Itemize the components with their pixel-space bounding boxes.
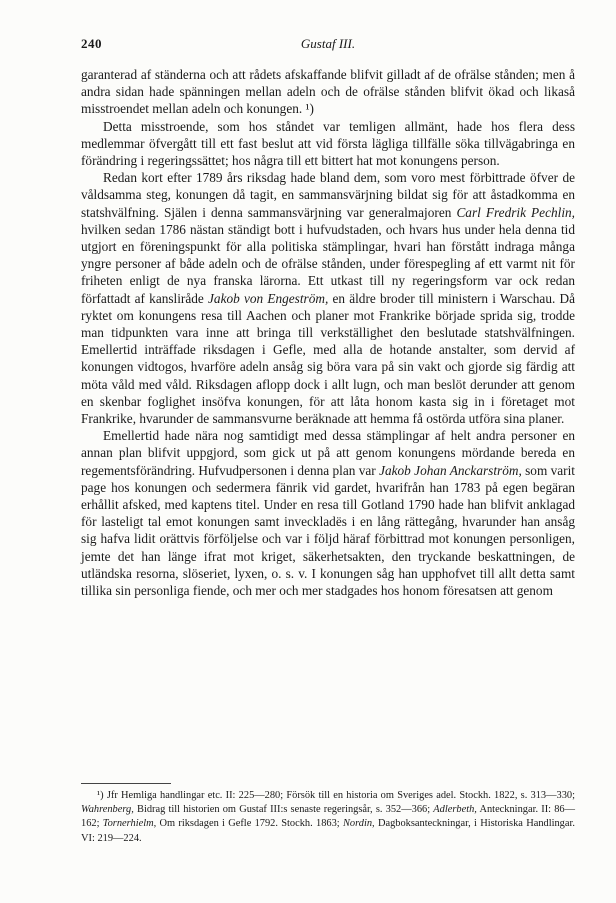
footnote-name-nordin: Nordin, <box>342 818 375 830</box>
footnotes <box>81 789 575 846</box>
paragraph-4-text-a: Emellertid hade nära nog samtidigt med dessa stämplingar af helt andra personer en annan plan blifvit uppgjord, som gick ut på att genom konungens mördande bereda en regementsförändring. Hufvudpersonen i denna plan var <box>81 428 575 478</box>
paragraph-1 <box>81 66 575 118</box>
footnote-marker: ¹) <box>97 790 104 801</box>
paragraph-2 <box>81 118 575 170</box>
paragraph-3-text-b: hvilken sedan 1786 nästan ständigt bott i hufvudstaden, och hvars hus under hela denna tid utgjort en föreningspunkt för alla politiska stämplingar, hvari han förstått indraga många yngre personer af både adeln och de ofrälse stånden, under förespegling af ett varmt nit för friheten enligt de nya franska lärorna. Ett utkast till ny regeringsform var ock redan författadt af kansliråde <box>81 221 575 306</box>
paragraph-4 <box>81 427 575 599</box>
footnote-name-adlerbeth: Adlerbeth, <box>433 804 477 816</box>
body-text <box>81 66 575 599</box>
person-name-pechlin: Carl Fredrik Pechlin, <box>456 204 575 220</box>
paragraph-4-text-b: som varit page hos konungen och sedermera fänrik vid gardet, hvarifrån han 1783 på egen begäran erhållit afsked, med kaptens titel. Under en resa till Gotland 1790 hade han blifvit anklagad för lasteligt tal emot konungen samt inveckladës i en lång rättegång, hvarunder han ansåg sig hafva lidit orättvis förföljelse och var i följd häraf förbittrad mot konungen personligen, jemte det han länge ifrat mot kriget, säkerhetsakten, den tryckande beskattningen, de utländska resorna, slöseriet, lyxen, o. s. v. I konungen såg han upphofvet till allt detta samt tillika sin personliga fiende, och mer och mer stadgades hos honom föresatsen att genom <box>81 462 575 599</box>
running-title: Gustaf III. <box>300 36 356 51</box>
footnote-name-wahrenberg: Wahrenberg, <box>81 804 134 816</box>
person-name-anckarstrom: Jakob Johan Anckarström, <box>379 462 522 478</box>
footnote-text-d: Om riksdagen i Gefle 1792. Stockh. 1863; <box>159 818 340 830</box>
footnote-1 <box>81 789 575 846</box>
page-number: 240 <box>81 36 102 51</box>
paragraph-3-text-c: en äldre broder till ministern i Warschau. Då ryktet om konungens resa till Aachen och planer mot Frankrike började sprida sig, trodde man tidpunkten vara inne att bringa till verkställighet den beslutade statshvälfningen. Emellertid inträffade riksdagen i Gefle, med alla de hotande anstalter, som dervid af konungen vidtogos, hvarföre adeln ansåg sig böra vara på sin vakt och gjorde sig färdig att möta våld med våld. Riksdagen aflopp dock i allt lugn, och man beslöt derunder att genom en skenbar foglighet insöfva konungen, för att låta honom kasta sig in i företaget mot Frankrike, hvarunder de sammansvurne beräknade att hemma få ostörda utföra sina planer. <box>81 290 575 427</box>
paragraph-1-text: garanterad af ständerna och att rådets afskaffande blifvit gilladt af de ofrälse stånden; men å andra sidan hade spänningen mellan adeln och de ofrälse stånden blifvit ökad och likaså misstroendet mellan adeln och konungen. <box>81 67 575 117</box>
footnote-name-tornerhielm: Tornerhielm, <box>102 818 157 830</box>
footnote-text-a: Jfr Hemliga handlingar etc. II: 225—280; Försök till en historia om Sveriges adel. Stockh. 1822, s. 313—330; <box>106 790 575 801</box>
paragraph-2-text: Detta misstroende, som hos ståndet var temligen allmänt, hade hos flera dess medlemmar öfvergått till ett fast beslut att vid första lägliga tillfälle söka tillvägabringa en förändring i regeringssättet; hos några till ett bittert hat mot konungens person. <box>81 118 575 169</box>
paragraph-3-text-a: Redan kort efter 1789 års riksdag hade bland dem, som voro mest förbittrade öfver de våldsamma steg, konungen då tagit, en sammansvärjning bildat sig för att åstadkomma en statshvälfning. Själen i denna sammansvärjning var generalmajoren <box>81 170 575 220</box>
footnote-reference: ¹) <box>305 101 314 117</box>
footnote-text-c: Anteckningar. II: 86—162; <box>81 804 576 830</box>
paragraph-3 <box>81 169 575 427</box>
footnote-text-e: Dagboksanteckningar, i Historiska Handlingar. VI: 219—224. <box>81 818 575 844</box>
person-name-engestrom: Jakob von Engeström, <box>208 290 329 306</box>
footnote-divider <box>81 783 171 784</box>
footnote-text-b: Bidrag till historien om Gustaf III:s senaste regeringsår, s. 352—366; <box>137 804 431 816</box>
page-header <box>81 36 575 56</box>
